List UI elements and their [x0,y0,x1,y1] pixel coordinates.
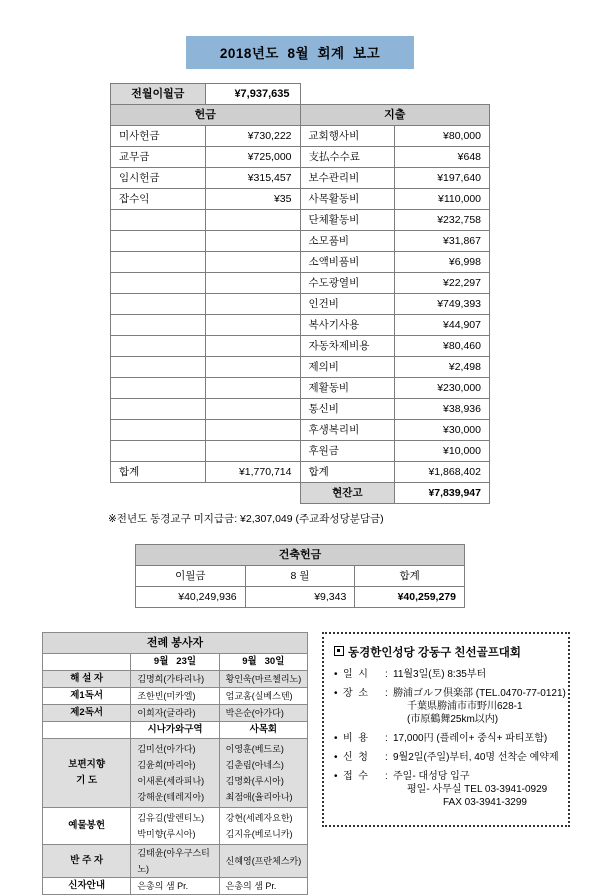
building-fund-value-carry: ¥40,249,936 [136,587,246,608]
income-item-label [111,252,206,273]
expense-item-amount: ¥80,000 [395,126,490,147]
income-item-label [111,210,206,231]
venue-address-line: 千葉県勝浦市市野川628-1 [407,701,523,712]
table-row [111,378,490,399]
volunteer-name: 박은순(아가다) [225,708,284,718]
table-row [111,483,490,504]
announcement-item-value: 勝浦ゴルフ倶楽部 (TEL.0470-77-0121) 千葉県勝浦市市野川628-1 (市原鶴舞25km以内) [393,688,566,725]
building-fund-header-month: 8 월 [245,566,355,587]
schedule-role: 신자안내 [43,878,131,895]
table-row [111,336,490,357]
table-row [43,633,308,654]
volunteer-name: 사목회 [249,724,278,735]
bottom-section [0,632,600,895]
expense-item-amount: ¥2,498 [395,357,490,378]
table-row [43,688,308,705]
income-item-amount [205,231,300,252]
balance-amount: ¥7,839,947 [395,483,490,504]
building-fund-value-month: ¥9,343 [245,587,355,608]
schedule-role [43,722,131,739]
schedule-role: 제2독서 [43,705,131,722]
expense-item-amount: ¥38,936 [395,399,490,420]
income-item-amount [205,441,300,462]
income-item-amount [205,336,300,357]
schedule-names-week1 [131,671,219,688]
spacer-cell [300,84,395,105]
income-item-label [111,273,206,294]
volunteer-name: 조한빈(미카엘) [137,691,196,701]
table-row [111,252,490,273]
table-row [43,705,308,722]
volunteer-name: 김윤희(마리아) [137,760,196,770]
income-item-label [111,399,206,420]
table-row [111,399,490,420]
table-row [43,878,308,895]
income-item-amount: ¥730,222 [205,126,300,147]
bullet-icon: • [334,688,338,699]
accounting-table [110,83,490,504]
income-item-label [111,357,206,378]
table-row [43,739,308,808]
expense-item-label: 소액비품비 [300,252,395,273]
announcement-item-key: 장 소 [343,688,368,699]
table-row [43,654,308,671]
income-item-amount [205,378,300,399]
table-row [111,189,490,210]
table-row [111,231,490,252]
schedule-names-week1 [131,688,219,705]
colon-separator: : [385,733,388,744]
schedule-names-week2 [219,722,307,739]
bullet-icon: • [334,752,338,763]
table-row [111,84,490,105]
volunteer-name: 김명화(루시아) [225,776,284,786]
expense-item-label: 통신비 [300,399,395,420]
schedule-role: 예물봉헌 [43,808,131,845]
volunteer-name: 최점애(율리아나) [225,792,293,802]
building-fund-header-total: 합계 [355,566,465,587]
announcement-item-key: 신 청 [343,752,368,763]
expense-item-label: 보수관리비 [300,168,395,189]
volunteer-name: 시나가와구역 [147,724,203,735]
table-row [43,722,308,739]
expense-item-label: 후생복리비 [300,420,395,441]
volunteer-name: 김지유(베로니카) [225,829,293,839]
announcement-title [334,644,560,660]
table-row [111,420,490,441]
receipt-fax-line: FAX 03-3941-3299 [443,797,527,808]
golf-tournament-announcement [322,632,570,827]
colon-separator: : [385,752,388,763]
table-row [111,315,490,336]
volunteer-name: 김유길(발렌티노) [137,813,205,823]
schedule-names-week1 [131,739,219,808]
expense-item-amount: ¥31,867 [395,231,490,252]
income-item-amount [205,420,300,441]
income-item-amount [205,210,300,231]
receipt-weekday-line: 평일- 사무실 TEL 03-3941-0929 [407,784,548,795]
income-item-label [111,294,206,315]
volunteer-name: 강현(세례자요한) [225,813,293,823]
table-row [111,210,490,231]
expense-item-label: 支払수수료 [300,147,395,168]
expense-item-amount: ¥22,297 [395,273,490,294]
income-section-header: 헌금 [111,105,301,126]
expense-item-amount: ¥10,000 [395,441,490,462]
volunteer-name: 이영훈(베드로) [225,744,284,754]
table-row [136,566,465,587]
liturgy-volunteer-table [42,632,308,895]
building-fund-title: 건축헌금 [136,545,465,566]
expense-item-amount: ¥232,758 [395,210,490,231]
announcement-item-value: 11월3일(토) 8:35부터 [393,669,487,680]
announcement-item-value: 9월2일(주일)부터, 40명 선착순 예약제 [393,752,559,763]
building-fund-container [0,544,600,608]
table-row [111,168,490,189]
expense-total-amount: ¥1,868,402 [395,462,490,483]
expense-item-label: 제의비 [300,357,395,378]
volunteer-name: 황인욱(마르첼리노) [225,674,302,684]
table-row [43,808,308,845]
income-total-label: 합계 [111,462,206,483]
expense-section-header: 지출 [300,105,490,126]
table-row [43,671,308,688]
bullet-icon: • [334,669,338,680]
table-row [136,587,465,608]
report-title-container [0,36,600,69]
expense-item-amount: ¥197,640 [395,168,490,189]
schedule-names-week2 [219,739,307,808]
colon-separator: : [385,688,388,699]
income-item-label [111,441,206,462]
volunteer-name: 김태윤(아우구스티노) [137,848,210,874]
table-row [111,105,490,126]
table-row [111,126,490,147]
announcement-item [334,732,560,745]
expense-item-label: 수도광열비 [300,273,395,294]
income-item-amount: ¥725,000 [205,147,300,168]
table-row [111,273,490,294]
volunteer-name: 이희자(글라라) [137,708,196,718]
schedule-role: 제1독서 [43,688,131,705]
schedule-names-week2 [219,878,307,895]
expense-item-label: 복사기사용 [300,315,395,336]
expense-total-label: 합계 [300,462,395,483]
expense-item-amount: ¥230,000 [395,378,490,399]
table-row [111,357,490,378]
income-item-amount [205,273,300,294]
balance-label: 현잔고 [300,483,395,504]
expense-item-label: 제활동비 [300,378,395,399]
schedule-names-week1 [131,878,219,895]
income-item-amount [205,357,300,378]
announcement-item-value: 주일- 대성당 입구 평일- 사무실 TEL 03-3941-0929 FAX 03-3941-3299 [393,770,560,809]
table-row [111,441,490,462]
schedule-role: 반 주 자 [43,845,131,878]
expense-item-amount: ¥30,000 [395,420,490,441]
announcement-item [334,687,566,726]
income-item-label [111,315,206,336]
expense-item-amount: ¥648 [395,147,490,168]
bullet-icon: • [334,771,338,782]
table-row [43,845,308,878]
building-fund-header-carry: 이월금 [136,566,246,587]
schedule-names-week2 [219,688,307,705]
schedule-title: 전례 봉사자 [43,633,308,654]
income-item-label: 임시헌금 [111,168,206,189]
announcement-item-key: 접 수 [343,771,368,782]
schedule-names-week1 [131,808,219,845]
schedule-names-week2 [219,808,307,845]
announcement-item [334,770,560,809]
bullet-icon: • [334,733,338,744]
schedule-role: 해 설 자 [43,671,131,688]
income-item-label: 미사헌금 [111,126,206,147]
announcement-item [334,751,560,764]
income-item-label [111,420,206,441]
volunteer-name: 은총의 샘 Pr. [137,881,189,891]
income-total-amount: ¥1,770,714 [205,462,300,483]
building-fund-table [135,544,465,608]
expense-item-label: 사목활동비 [300,189,395,210]
volunteer-name: 강해운(테레지아) [137,792,205,802]
schedule-names-week1 [131,722,219,739]
table-row [111,147,490,168]
expense-item-amount: ¥44,907 [395,315,490,336]
volunteer-name: 김춘림(아네스) [225,760,284,770]
income-item-label [111,336,206,357]
volunteer-name: 박미향(루시아) [137,829,196,839]
income-item-label [111,378,206,399]
venue-distance-line: (市原鶴舞25km以内) [407,714,499,725]
volunteer-name: 김명희(가타리나) [137,674,205,684]
income-item-label: 교무금 [111,147,206,168]
schedule-names-week1 [131,845,219,878]
volunteer-name: 신혜영(프란체스카) [225,856,302,866]
volunteer-name: 엄교홈(실베스텐) [225,691,293,701]
building-fund-value-total: ¥40,259,279 [355,587,465,608]
schedule-role: 보편지향 기 도 [43,739,131,808]
carryover-label: 전월이월금 [111,84,206,105]
income-item-amount [205,399,300,420]
spacer-cell [395,84,490,105]
carryover-amount: ¥7,937,635 [205,84,300,105]
income-item-label [111,231,206,252]
colon-separator: : [385,669,388,680]
schedule-names-week2 [219,671,307,688]
expense-item-amount: ¥6,998 [395,252,490,273]
volunteer-name: 이새론(세라피나) [137,776,205,786]
income-item-label: 잡수익 [111,189,206,210]
schedule-date-header-1: 9월 23일 [131,654,219,671]
expense-item-label: 교회행사비 [300,126,395,147]
expense-item-label: 소모품비 [300,231,395,252]
table-row [111,294,490,315]
announcement-title-text: 동경한인성당 강동구 친선골프대회 [348,647,522,659]
expense-item-amount: ¥80,460 [395,336,490,357]
expense-item-label: 인건비 [300,294,395,315]
table-row [136,545,465,566]
unpaid-note: ※전년도 동경교구 미지급금: ¥2,307,049 (주교좌성당분담금) [108,513,384,525]
income-item-amount [205,252,300,273]
expense-item-amount: ¥110,000 [395,189,490,210]
spacer-cell [205,483,300,504]
expense-item-label: 후원금 [300,441,395,462]
volunteer-name: 은총의 샘 Pr. [225,881,277,891]
income-item-amount [205,294,300,315]
announcement-item-value: 17,000円 (플레이+ 중식+ 파티포함) [393,733,548,744]
page-title: 2018년도 8월 회계 보고 [186,36,414,69]
filled-square-icon [334,646,344,656]
income-item-amount [205,315,300,336]
announcement-item-key: 비 용 [343,733,368,744]
table-row [111,462,490,483]
income-item-amount: ¥35 [205,189,300,210]
schedule-role-header [43,654,131,671]
announcement-item-key: 일 시 [343,669,368,680]
volunteer-name: 김미선(아가다) [137,744,196,754]
schedule-date-header-2: 9월 30일 [219,654,307,671]
expense-item-label: 단체활동비 [300,210,395,231]
expense-item-label: 자동차제비용 [300,336,395,357]
income-item-amount: ¥315,457 [205,168,300,189]
spacer-cell [111,483,206,504]
schedule-names-week1 [131,705,219,722]
schedule-names-week2 [219,845,307,878]
schedule-names-week2 [219,705,307,722]
colon-separator: : [385,771,388,782]
expense-item-amount: ¥749,393 [395,294,490,315]
accounting-table-container [0,83,600,504]
announcement-item [334,668,560,681]
